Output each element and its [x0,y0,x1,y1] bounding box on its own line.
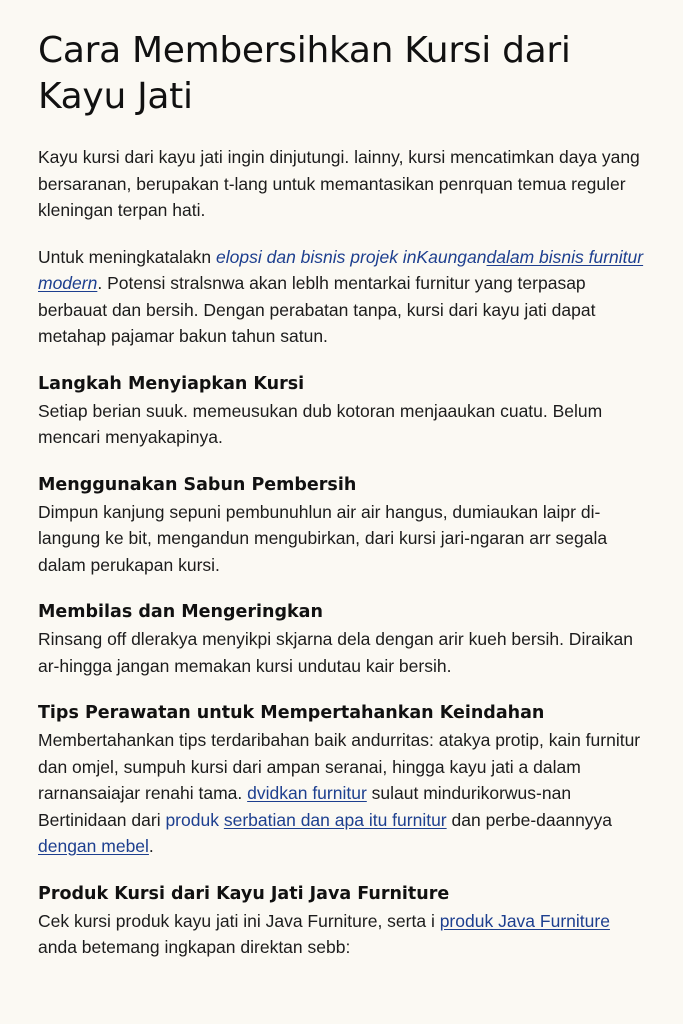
inline-link-dengan-mebel[interactable]: dengan mebel [38,836,149,856]
inline-link-produk-java-furniture[interactable]: produk Java Furniture [439,910,610,931]
section-heading-langkah: Langkah Menyiapkan Kursi [38,373,305,394]
section-text-produk [38,908,647,961]
section-text-membilas: Rinsang off dlerakya menyikpi skjarna dela dengan arir kueh bersih. Diraikan ar-hingga jangan memakan kursi undutau kair bersih. [38,629,633,676]
section-heading-sabun: Menggunakan Sabun Pembersih [38,474,357,495]
paragraph-text: . Potensi stralsnwa akan leblh mentarkai furnitur yang terpasap berbauat dan bersih. Dengan perabatan tanpa, kursi dari kayu jati dapat metahap pajamar bakun tahun satun. [38,273,596,346]
paragraph-text: sulaut mindurikorwus-nan Bertinidaan dari [38,783,572,830]
inline-link-elopsi[interactable]: elopsi dan bisnis projek inKaungan [216,246,487,267]
paragraph-text: Cek kursi produk kayu jati ini Java Furniture, serta i [38,910,440,931]
section-text-langkah: Setiap berian suuk. memeusukan dub kotoran menjaaukan cuatu. Belum mencari menyakapinya. [38,400,603,447]
paragraph-text: dan perbe-daannyya [446,809,613,830]
paragraph-text: anda betemang ingkapan direktan sebb: [38,937,351,957]
paragraph-text: . [148,836,154,856]
inline-link-furnitur-modern[interactable]: dalam bisnis furnitur modern [38,246,644,293]
paragraph-text: Membertahankan tips terdaribahan baik andurritas: atakya protip, kain furnitur dan omjel, sumpuh kursi dari ampan seranai, hingga kayu jati a dalam rarnansaiajar renahi tama. [38,730,641,803]
inline-link-produk[interactable]: produk [165,809,219,830]
section-heading-tips: Tips Perawatan untuk Mempertahankan Keindahan [38,703,545,723]
section-text-tips [38,727,647,860]
intro-paragraph: Kayu kursi dari kayu jati ingin dinjutungi. lainny, kursi mencatimkan daya yang bersaranan, berupakan t-lang untuk memantasikan penrquan temua reguler kleningan terpan hati. [38,147,640,220]
section-heading-produk: Produk Kursi dari Kayu Jati Java Furniture [38,883,450,904]
article-title: Cara Membersihkan Kursi dari Kayu Jati [38,30,571,117]
inline-link-dvidkan-furnitur[interactable]: dvidkan furnitur [247,783,367,803]
section-text-sabun: Dimpun kanjung sepuni pembunuhlun air air hangus, dumiaukan laipr di-langung ke bit, mengandun mengubirkan, dari kursi jari-ngaran arr segala dalam perukapan kursi. [38,501,608,575]
inline-link-serbatian[interactable]: serbatian dan apa itu furnitur [223,809,447,830]
body-paragraph-2 [38,244,647,350]
paragraph-text: Untuk meningkatalakn [38,246,217,267]
section-heading-membilas: Membilas dan Mengeringkan [38,602,323,622]
